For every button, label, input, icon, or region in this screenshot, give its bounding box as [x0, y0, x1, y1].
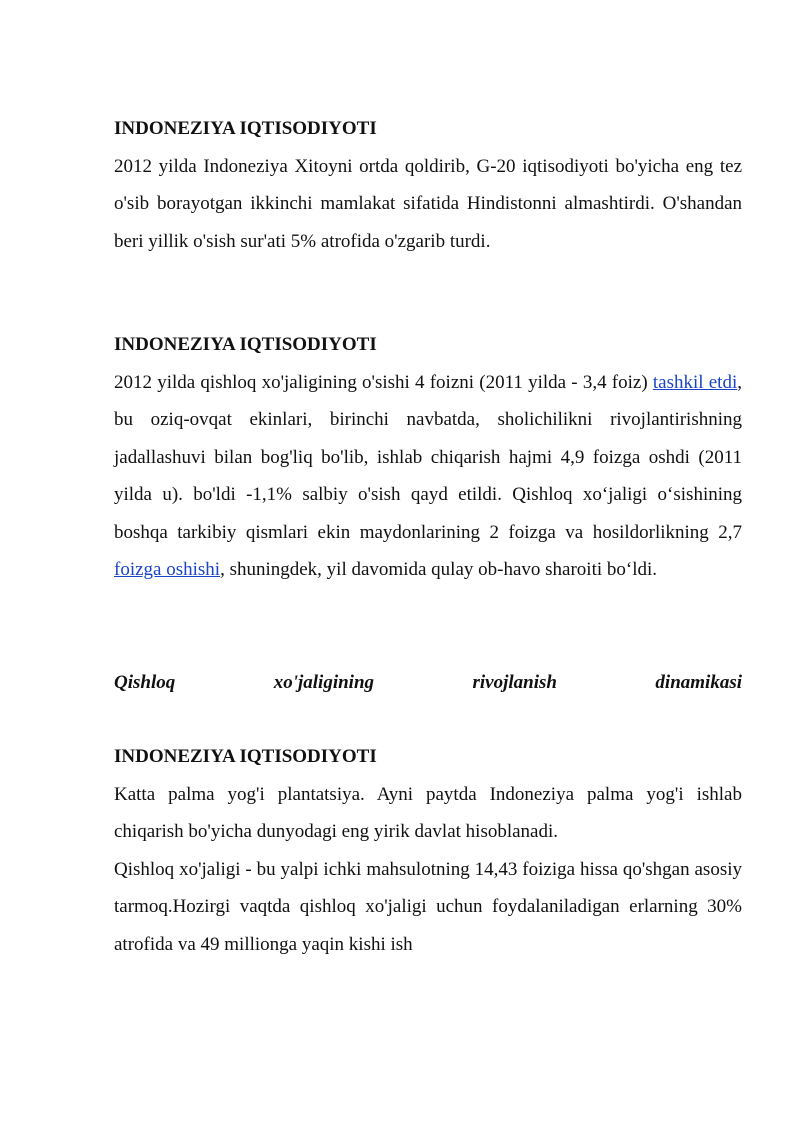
section-1 — [114, 110, 742, 260]
foizga-oshishi-link[interactable]: foizga oshishi — [114, 559, 221, 580]
section-heading: INDONEZIYA IQTISODIYOTI — [114, 118, 377, 139]
spacer — [114, 701, 742, 738]
section-heading: INDONEZIYA IQTISODIYOTI — [114, 334, 377, 355]
paragraph-text: , shuningdek, yil davomida qulay ob-havo sharoiti boʻldi. — [220, 559, 658, 580]
section-paragraph: Qishloq xo'jaligi - bu yalpi ichki mahsulotning 14,43 foiziga hissa qo'shgan asosiy tarmoq.Hozirgi vaqtda qishloq xo'jaligi uchun foydalaniladigan erlarning 30% atrofida va 49 millionga yaqin kishi ish — [114, 858, 742, 955]
section-paragraph: Katta palma yog'i plantatsiya. Ayni paytda Indoneziya palma yog'i ishlab chiqarish bo'yicha dunyodagi eng yirik davlat hisoblanadi. — [114, 783, 742, 842]
section-3 — [114, 664, 742, 702]
document-page — [114, 110, 742, 963]
section-paragraph — [114, 364, 742, 589]
paragraph-text: 2012 yilda qishloq xo'jaligining o'sishi 4 foizni (2011 yilda - 3,4 foiz) — [114, 371, 653, 393]
section-4 — [114, 738, 742, 963]
spacer — [114, 589, 742, 664]
section-heading: INDONEZIYA IQTISODIYOTI — [114, 746, 377, 767]
section-subheading: Qishloq xo'jaligining rivojlanish dinamikasi — [114, 671, 742, 693]
tashkil-etdi-link[interactable]: tashkil etdi — [652, 371, 738, 393]
spacer — [114, 260, 742, 326]
section-paragraph: 2012 yilda Indoneziya Xitoyni ortda qoldirib, G-20 iqtisodiyoti bo'yicha eng tez o'sib borayotgan ikkinchi mamlakat sifatida Hindistonni almashtirdi. O'shandan beri yillik o'sish sur'ati 5% atrofida o'zgarib turdi. — [114, 155, 742, 252]
section-2 — [114, 326, 742, 589]
paragraph-text: , bu oziq-ovqat ekinlari, birinchi navbatda, sholichilikni rivojlantirishning jadallashuvi bilan bog'liq bo'lib, ishlab chiqarish hajmi 4,9 foizga oshdi (2011 yilda u). bo'ldi -1,1% salbiy o'sish qayd etildi. Qishloq xoʻjaligi oʻsishining boshqa tarkibiy qismlari ekin maydonlarining 2 foizga va hosildorlikning 2,7 — [114, 371, 742, 543]
